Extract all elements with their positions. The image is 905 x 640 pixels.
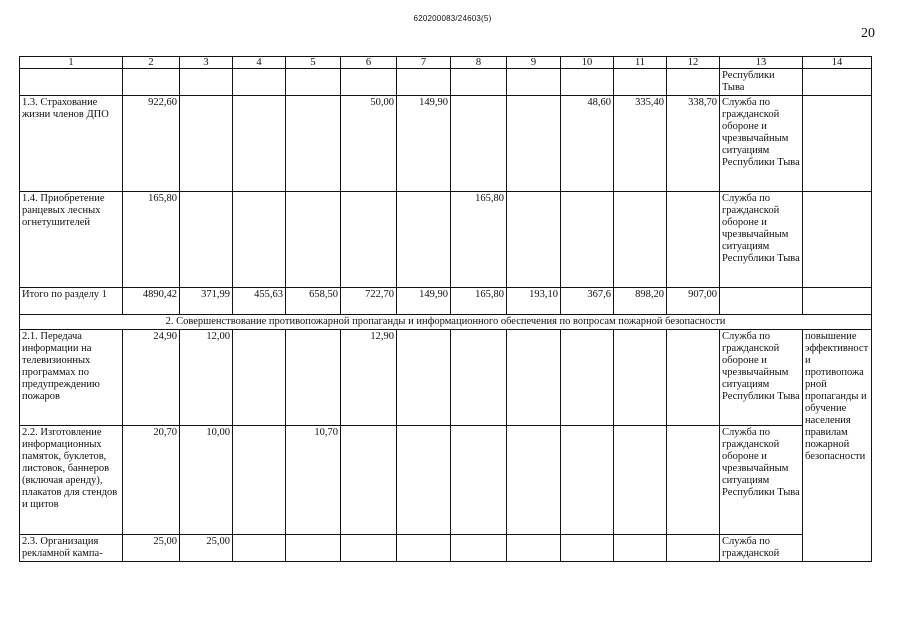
col-header: 5 (286, 57, 341, 69)
value-cell: 165,80 (123, 192, 180, 288)
value-cell (507, 69, 561, 96)
value-cell: 338,70 (667, 96, 720, 192)
value-cell: 48,60 (561, 96, 614, 192)
value-cell (451, 96, 507, 192)
value-cell (341, 426, 397, 535)
responsible-cell: Республики Тыва (720, 69, 803, 96)
row-description: 2.3. Организация рекламной кампа- (20, 535, 123, 562)
value-cell: 24,90 (123, 330, 180, 426)
value-cell (233, 96, 286, 192)
value-cell (614, 426, 667, 535)
col-header: 12 (667, 57, 720, 69)
value-cell (397, 330, 451, 426)
value-cell (667, 535, 720, 562)
table-row (20, 69, 872, 96)
result-cell (803, 96, 872, 192)
value-cell (614, 330, 667, 426)
value-cell (451, 69, 507, 96)
value-cell (451, 535, 507, 562)
value-cell: 922,60 (123, 96, 180, 192)
result-cell (803, 192, 872, 288)
table-row (20, 96, 872, 192)
value-cell (341, 535, 397, 562)
value-cell (233, 192, 286, 288)
value-cell (561, 426, 614, 535)
value-cell (507, 330, 561, 426)
value-cell (561, 69, 614, 96)
program-table (19, 56, 872, 562)
responsible-cell: Служба по гражданской обороне и чрезвычайным ситуациям Республики Тыва (720, 96, 803, 192)
value-cell: 455,63 (233, 288, 286, 315)
value-cell: 12,90 (341, 330, 397, 426)
value-cell (286, 330, 341, 426)
value-cell (397, 535, 451, 562)
value-cell (123, 69, 180, 96)
document-id: 620200083/24603(5) (413, 14, 492, 23)
value-cell (614, 69, 667, 96)
col-header: 7 (397, 57, 451, 69)
table-row (20, 330, 872, 426)
value-cell (397, 192, 451, 288)
value-cell: 367,6 (561, 288, 614, 315)
col-header: 11 (614, 57, 667, 69)
col-header: 2 (123, 57, 180, 69)
row-description: Итого по разделу 1 (20, 288, 123, 315)
value-cell (507, 535, 561, 562)
value-cell (180, 192, 233, 288)
value-cell: 149,90 (397, 288, 451, 315)
col-header: 6 (341, 57, 397, 69)
value-cell (614, 535, 667, 562)
responsible-cell: Служба по гражданской обороне и чрезвычайным ситуациям Республики Тыва (720, 330, 803, 426)
value-cell (286, 192, 341, 288)
value-cell: 907,00 (667, 288, 720, 315)
value-cell: 193,10 (507, 288, 561, 315)
value-cell (614, 192, 667, 288)
value-cell: 335,40 (614, 96, 667, 192)
section-title: 2. Совершенствование противопожарной пропаганды и информационного обеспечения по вопросам пожарной безопасности (20, 315, 872, 330)
value-cell (397, 69, 451, 96)
row-description: 2.2. Изготовление информационных памяток, буклетов, листовок, баннеров (включая аренду), плакатов для стендов и щитов (20, 426, 123, 535)
column-number-row (20, 57, 872, 69)
value-cell (507, 426, 561, 535)
col-header: 10 (561, 57, 614, 69)
value-cell: 722,70 (341, 288, 397, 315)
value-cell (667, 426, 720, 535)
value-cell (451, 426, 507, 535)
table-row (20, 535, 872, 562)
value-cell (341, 192, 397, 288)
value-cell (341, 69, 397, 96)
col-header: 4 (233, 57, 286, 69)
value-cell (180, 96, 233, 192)
row-description (20, 69, 123, 96)
responsible-cell: Служба по гражданской обороне и чрезвычайным ситуациям Республики Тыва (720, 426, 803, 535)
total-row (20, 288, 872, 315)
result-cell (803, 69, 872, 96)
value-cell (561, 535, 614, 562)
value-cell (667, 192, 720, 288)
value-cell (561, 192, 614, 288)
value-cell: 50,00 (341, 96, 397, 192)
value-cell: 165,80 (451, 288, 507, 315)
value-cell (667, 330, 720, 426)
value-cell (233, 426, 286, 535)
value-cell (397, 426, 451, 535)
responsible-cell (720, 288, 803, 315)
value-cell: 25,00 (180, 535, 233, 562)
responsible-cell: Служба по гражданской (720, 535, 803, 562)
row-description: 1.4. Приобретение ранцевых лесных огнетушителей (20, 192, 123, 288)
col-header: 3 (180, 57, 233, 69)
value-cell: 12,00 (180, 330, 233, 426)
col-header: 1 (20, 57, 123, 69)
value-cell: 10,70 (286, 426, 341, 535)
result-cell (803, 288, 872, 315)
value-cell: 149,90 (397, 96, 451, 192)
value-cell (286, 535, 341, 562)
value-cell: 165,80 (451, 192, 507, 288)
value-cell (233, 330, 286, 426)
row-description: 2.1. Передача информации на телевизионных программах по предупреждению пожаров (20, 330, 123, 426)
value-cell (233, 69, 286, 96)
value-cell: 10,00 (180, 426, 233, 535)
value-cell: 658,50 (286, 288, 341, 315)
value-cell (451, 330, 507, 426)
responsible-cell: Служба по гражданской обороне и чрезвычайным ситуациям Республики Тыва (720, 192, 803, 288)
col-header: 14 (803, 57, 872, 69)
table-row (20, 192, 872, 288)
value-cell (507, 96, 561, 192)
col-header: 8 (451, 57, 507, 69)
table-row (20, 426, 872, 535)
col-header: 9 (507, 57, 561, 69)
section-title-row (20, 315, 872, 330)
value-cell: 371,99 (180, 288, 233, 315)
value-cell (507, 192, 561, 288)
value-cell (180, 69, 233, 96)
value-cell (286, 69, 341, 96)
page-number: 20 (861, 26, 875, 41)
expected-result-cell: повышение эффективности противопожарной пропаганды и обучение населения правилам пожарной безопасности (803, 330, 872, 562)
value-cell: 4890,42 (123, 288, 180, 315)
value-cell: 25,00 (123, 535, 180, 562)
value-cell: 898,20 (614, 288, 667, 315)
value-cell: 20,70 (123, 426, 180, 535)
value-cell (667, 69, 720, 96)
value-cell (561, 330, 614, 426)
value-cell (286, 96, 341, 192)
value-cell (233, 535, 286, 562)
col-header: 13 (720, 57, 803, 69)
row-description: 1.3. Страхование жизни членов ДПО (20, 96, 123, 192)
